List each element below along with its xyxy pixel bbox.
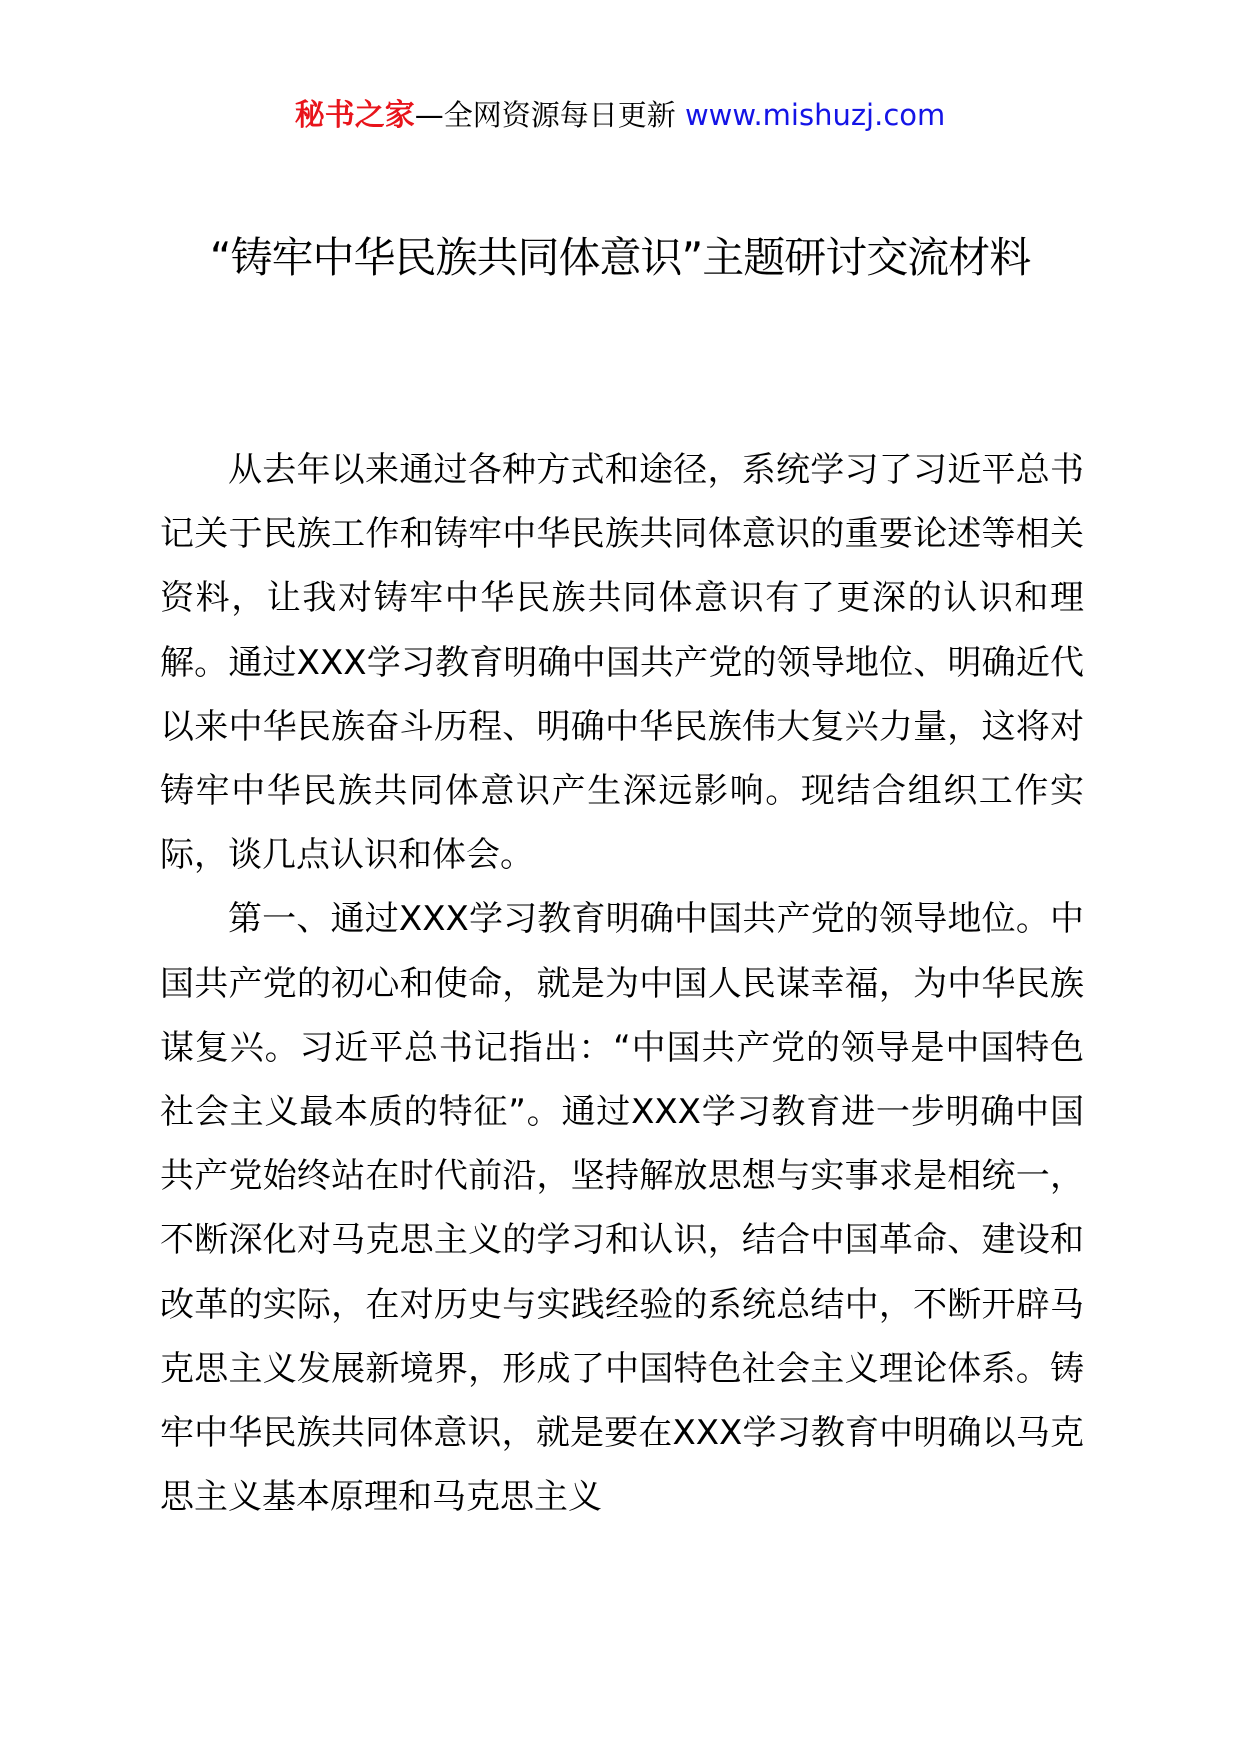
paragraph-intro: 从去年以来通过各种方式和途径，系统学习了习近平总书记关于民族工作和铸牢中华民族共同体意识的重要论述等相关资料，让我对铸牢中华民族共同体意识有了更深的认识和理解。通过XXX学习教育明确中国共产党的领导地位、明确近代以来中华民族奋斗历程、明确中华民族伟大复兴力量，这将对铸牢中华民族共同体意识产生深远影响。现结合组织工作实际，谈几点认识和体会。 — [160, 450, 1084, 876]
brand-name: 秘书之家 — [294, 98, 415, 133]
document-body — [160, 438, 1084, 1529]
paragraph-first-point: 第一、通过XXX学习教育明确中国共产党的领导地位。中国共产党的初心和使命，就是为中国人民谋幸福，为中华民族谋复兴。习近平总书记指出：“中国共产党的领导是中国特色社会主义最本质的特征”。通过XXX学习教育进一步明确中国共产党始终站在时代前沿，坚持解放思想与实事求是相统一，不断深化对马克思主义的学习和认识，结合中国革命、建设和改革的实际，在对历史与实践经验的系统总结中，不断开辟马克思主义发展新境界，形成了中国特色社会主义理论体系。铸牢中华民族共同体意识，就是要在XXX学习教育中明确以马克思主义基本原理和马克思主义 — [160, 899, 1084, 1518]
header-slogan: —全网资源每日更新 — [414, 98, 676, 132]
site-header — [0, 95, 1240, 136]
document-title: “铸牢中华民族共同体意识”主题研讨交流材料 — [209, 233, 1031, 282]
site-url-link[interactable]: www.mishuzj.com — [684, 98, 946, 132]
